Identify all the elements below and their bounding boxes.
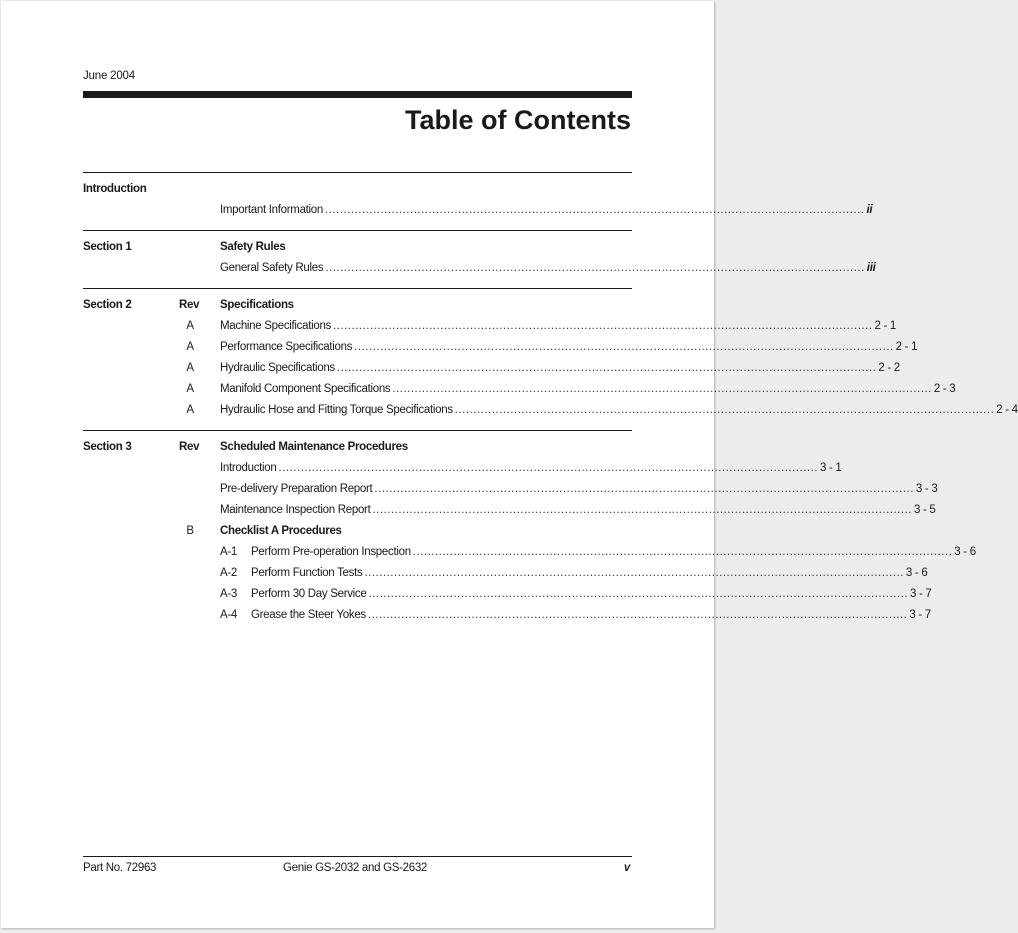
rev-value: A xyxy=(186,362,194,374)
rev-column-header: Rev xyxy=(179,441,200,453)
toc-entry-maintenance-inspection-report[interactable] xyxy=(220,503,936,517)
dot-leader: .................................................................................................................................................. xyxy=(412,546,953,558)
footer-part-number: Part No. 72963 xyxy=(83,862,157,874)
toc-entry-a4[interactable] xyxy=(220,608,931,622)
entry-text: Pre-delivery Preparation Report xyxy=(220,483,373,495)
rev-value: B xyxy=(186,525,194,537)
entry-page: 2 - 1 xyxy=(874,320,897,332)
entry-code: A-4 xyxy=(220,609,237,621)
dot-leader: .................................................................................................................................................. xyxy=(374,483,914,495)
entry-text: Important Information xyxy=(220,204,324,216)
dot-leader: .................................................................................................................................................. xyxy=(392,383,932,395)
footer-page-number: v xyxy=(623,862,630,874)
dot-leader: .................................................................................................................................................. xyxy=(278,462,818,474)
dot-leader: .................................................................................................................................................. xyxy=(354,341,894,353)
entry-code: A-2 xyxy=(220,567,237,579)
divider xyxy=(83,430,632,431)
divider xyxy=(83,172,632,173)
dot-leader: .................................................................................................................................................. xyxy=(333,320,873,332)
entry-page: 3 - 7 xyxy=(909,588,932,600)
dot-leader: .................................................................................................................................................. xyxy=(367,609,908,621)
dot-leader: .................................................................................................................................................. xyxy=(325,204,865,216)
entry-page: 2 - 4 xyxy=(996,404,1018,416)
entry-page: 3 - 7 xyxy=(909,609,931,621)
toc-entry-a1[interactable] xyxy=(220,545,976,559)
entry-page: 3 - 1 xyxy=(819,462,842,474)
section2-heading: Specifications xyxy=(220,299,294,311)
section2-label: Section 2 xyxy=(83,299,132,311)
divider xyxy=(83,288,632,289)
toc-entry-manifold-component-specifications[interactable] xyxy=(220,382,956,396)
toc-entry-pre-delivery-report[interactable] xyxy=(220,482,938,496)
toc-entry-machine-specifications[interactable] xyxy=(220,319,897,333)
dot-leader: .................................................................................................................................................. xyxy=(454,404,995,416)
rev-column-header: Rev xyxy=(179,299,200,311)
dot-leader: .................................................................................................................................................. xyxy=(364,567,904,579)
toc-entry-hose-fitting-torque-specifications[interactable] xyxy=(220,403,1018,417)
entry-page: 3 - 5 xyxy=(913,504,936,516)
entry-page: 2 - 2 xyxy=(878,362,900,374)
entry-text: Hydraulic Hose and Fitting Torque Specifications xyxy=(220,404,453,416)
footer-divider xyxy=(83,856,632,857)
entry-page: 3 - 6 xyxy=(954,546,976,558)
subsection-heading: Checklist A Procedures xyxy=(220,525,342,537)
page-title: Table of Contents xyxy=(405,105,631,135)
toc-entry-a2[interactable] xyxy=(220,566,928,580)
dot-leader: .................................................................................................................................................. xyxy=(372,504,912,516)
document-date: June 2004 xyxy=(83,70,135,82)
entry-page: ii xyxy=(866,204,873,216)
entry-page: 2 - 3 xyxy=(933,383,956,395)
entry-text: Machine Specifications xyxy=(220,320,332,332)
entry-text: Hydraulic Specifications xyxy=(220,362,335,374)
document-page xyxy=(1,1,1018,928)
section3-label: Section 3 xyxy=(83,441,132,453)
header-bar xyxy=(83,91,632,98)
rev-value: A xyxy=(186,341,194,353)
entry-page: 2 - 1 xyxy=(895,341,918,353)
dot-leader: .................................................................................................................................................. xyxy=(368,588,908,600)
entry-text: General Safety Rules xyxy=(220,262,324,274)
entry-page: 3 - 6 xyxy=(905,567,928,579)
rev-value: A xyxy=(186,320,194,332)
entry-code: A-3 xyxy=(220,588,237,600)
divider xyxy=(83,230,632,231)
entry-code: A-1 xyxy=(220,546,237,558)
dot-leader: .................................................................................................................................................. xyxy=(325,262,865,274)
section3-heading: Scheduled Maintenance Procedures xyxy=(220,441,408,453)
entry-text: Perform Pre-operation Inspection xyxy=(251,546,411,558)
entry-text: Grease the Steer Yokes xyxy=(251,609,366,621)
toc-entry-general-safety-rules[interactable] xyxy=(220,261,876,275)
entry-text: Introduction xyxy=(220,462,277,474)
entry-text: Manifold Component Specifications xyxy=(220,383,391,395)
entry-page: iii xyxy=(866,262,876,274)
entry-text: Perform Function Tests xyxy=(251,567,363,579)
toc-entry-introduction[interactable] xyxy=(220,461,842,475)
rev-value: A xyxy=(186,404,194,416)
toc-entry-performance-specifications[interactable] xyxy=(220,340,918,354)
toc-entry-important-information[interactable] xyxy=(220,203,873,217)
footer-model: Genie GS-2032 and GS-2632 xyxy=(283,862,428,874)
intro-label: Introduction xyxy=(83,183,147,195)
entry-page: 3 - 3 xyxy=(915,483,938,495)
rev-value: A xyxy=(186,383,194,395)
toc-entry-a3[interactable] xyxy=(220,587,932,601)
entry-text: Maintenance Inspection Report xyxy=(220,504,371,516)
entry-text: Performance Specifications xyxy=(220,341,353,353)
entry-text: Perform 30 Day Service xyxy=(251,588,367,600)
section1-label: Section 1 xyxy=(83,241,132,253)
toc-entry-hydraulic-specifications[interactable] xyxy=(220,361,900,375)
dot-leader: .................................................................................................................................................. xyxy=(336,362,877,374)
section1-heading: Safety Rules xyxy=(220,241,286,253)
